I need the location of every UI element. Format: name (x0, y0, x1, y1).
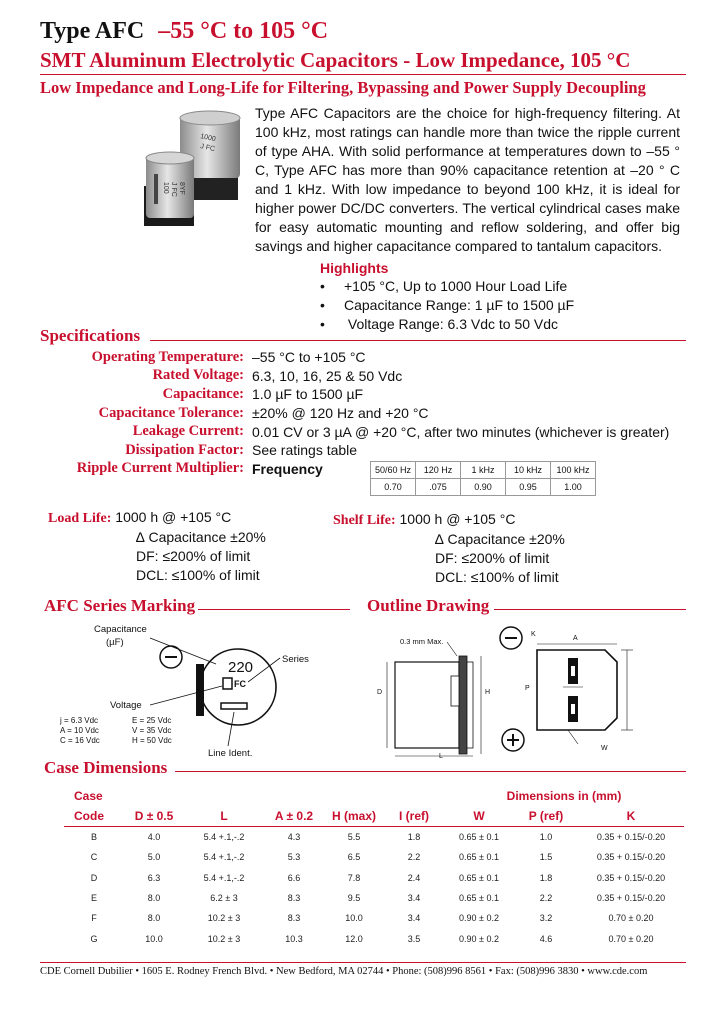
table-cell: 5.5 (347, 832, 361, 843)
spec-label: Ripple Current Multiplier: (76, 460, 244, 477)
case-dimensions-title: Case Dimensions (44, 758, 168, 777)
marking-divider (198, 609, 350, 610)
table-cell: F (91, 913, 97, 924)
column-header: L (184, 806, 264, 827)
spec-value: Frequency (252, 460, 323, 477)
table-row (64, 928, 684, 948)
table-cell: C (90, 852, 98, 863)
ripple-value: 1.00 (551, 479, 596, 496)
table-cell: 3.4 (407, 913, 421, 924)
table-cell: 1.8 (407, 832, 421, 843)
uf-label: (µF) (106, 637, 124, 648)
spec-value: 1.0 µF to 1500 µF (252, 386, 364, 403)
table-cell: 6.2 ± 3 (210, 893, 238, 904)
shelf-life-label: Shelf Life: (333, 513, 396, 528)
table-cell: 0.65 ± 0.1 (459, 832, 499, 843)
ripple-header: 50/60 Hz (371, 462, 416, 479)
outline-title: Outline Drawing (367, 596, 490, 615)
marking-value: 220 (228, 659, 254, 676)
table-cell: 4.0 (147, 832, 161, 843)
cap1-marking-2: J FC (199, 143, 216, 154)
column-header: I (ref) (384, 806, 444, 827)
table-cell: 2.2 (407, 852, 421, 863)
spec-value: –55 °C to +105 °C (252, 349, 366, 366)
outline-drawing (365, 622, 695, 762)
cap2-marking-2: J FC (170, 182, 177, 197)
spec-value: 6.3, 10, 16, 25 & 50 Vdc (252, 367, 403, 384)
highlights-title: Highlights (320, 260, 389, 276)
dim-d-label: D (377, 689, 383, 696)
load-life-line4: DCL: ≤100% of limit (136, 567, 260, 583)
dim-p-label: P (525, 685, 530, 692)
table-cell: 2.4 (407, 872, 421, 883)
specifications-list (40, 348, 700, 478)
subtitle-divider (40, 74, 686, 75)
table-cell: 0.65 ± 0.1 (459, 852, 499, 863)
table-cell: 0.65 ± 0.1 (459, 872, 499, 883)
table-row (64, 827, 684, 848)
table-row (64, 868, 684, 888)
spec-label: Leakage Current: (132, 423, 244, 440)
table-cell: 1.5 (539, 852, 553, 863)
spec-label: Operating Temperature: (91, 348, 244, 365)
ripple-header: 120 Hz (416, 462, 461, 479)
table-cell: 9.5 (347, 893, 361, 904)
spec-row-operating-temperature (40, 348, 700, 367)
column-header: W (444, 806, 514, 827)
voltage-code: C = 16 Vdc (60, 736, 100, 745)
table-cell: 0.65 ± 0.1 (459, 893, 499, 904)
ripple-header: 1 kHz (461, 462, 506, 479)
dim-w-label: W (601, 745, 608, 752)
table-cell: 10.2 ± 3 (207, 933, 241, 944)
max-label: 0.3 mm Max. (400, 637, 444, 646)
table-cell: E (90, 893, 97, 904)
cap2-marking-3: 8YF (178, 182, 185, 195)
page-title (40, 18, 328, 45)
table-cell: 0.35 + 0.15/-0.20 (596, 852, 666, 863)
table-cell: 5.0 (147, 852, 161, 863)
case-dimensions-divider (175, 771, 686, 772)
highlight-item: • Voltage Range: 6.3 Vdc to 50 Vdc (318, 315, 574, 334)
spec-label: Dissipation Factor: (125, 441, 244, 458)
cap2-marking-1: 100 (162, 182, 169, 194)
table-cell: 0.70 ± 0.20 (608, 913, 654, 924)
column-header: K (578, 806, 684, 827)
table-cell: 8.0 (147, 913, 161, 924)
highlights-list (318, 277, 574, 334)
voltage-code: A = 10 Vdc (60, 726, 99, 735)
table-cell: 7.8 (347, 872, 361, 883)
footer-divider (40, 962, 686, 963)
table-cell: 5.4 +.1,-.2 (203, 872, 245, 883)
table-cell: 1.0 (539, 832, 553, 843)
load-life-line3: DF: ≤200% of limit (136, 548, 251, 564)
highlight-item: • Capacitance Range: 1 µF to 1500 µF (318, 296, 574, 315)
ripple-value: 0.70 (371, 479, 416, 496)
table-cell: 0.90 ± 0.2 (459, 913, 499, 924)
load-life-line2: ∆ Capacitance ±20% (136, 529, 266, 545)
spec-row-capacitance-tolerance (40, 404, 700, 423)
load-life-line1: 1000 h @ +105 °C (115, 509, 232, 525)
ripple-value: 0.95 (506, 479, 551, 496)
negative-stripe (196, 664, 204, 716)
ripple-header: 10 kHz (506, 462, 551, 479)
spec-value: See ratings table (252, 442, 358, 459)
shelf-life-line4: DCL: ≤100% of limit (435, 569, 559, 585)
table-cell: 4.3 (287, 832, 301, 843)
table-cell: 1.8 (539, 872, 553, 883)
table-cell: 0.90 ± 0.2 (459, 933, 499, 944)
column-header: P (ref) (514, 806, 578, 827)
spec-label: Capacitance: (162, 385, 244, 402)
table-cell: 0.35 + 0.15/-0.20 (596, 872, 666, 883)
table-cell: B (90, 832, 97, 843)
capacitance-label: Capacitance (94, 624, 147, 635)
specifications-title: Specifications (40, 326, 141, 345)
table-cell: 10.0 (345, 913, 363, 924)
table-cell: 10.2 ± 3 (207, 913, 241, 924)
table-cell: 6.6 (287, 872, 301, 883)
load-life-block (48, 508, 266, 585)
case-dimensions-table (64, 786, 684, 949)
spec-value: ±20% @ 120 Hz and +20 °C (252, 405, 429, 422)
spec-label: Rated Voltage: (152, 367, 244, 384)
dimensions-header: Dimensions in (mm) (506, 789, 622, 803)
series-label: Series (282, 654, 309, 665)
type-label: Type AFC (40, 18, 145, 44)
highlight-item: • +105 °C, Up to 1000 Hour Load Life (318, 277, 574, 296)
table-cell: 6.5 (347, 852, 361, 863)
temperature-range: –55 °C to 105 °C (158, 18, 329, 44)
outline-divider (494, 609, 686, 610)
voltage-code: V = 35 Vdc (132, 726, 172, 735)
shelf-life-line3: DF: ≤200% of limit (435, 550, 550, 566)
table-cell: 3.2 (539, 913, 553, 924)
line-ident-label: Line Ident. (208, 748, 253, 759)
dim-a-label: A (573, 635, 578, 642)
side-view-body (395, 662, 459, 748)
column-header: A ± 0.2 (264, 806, 324, 827)
cap1-marking-1: 1000 (199, 133, 217, 144)
intro-paragraph: Type AFC Capacitors are the choice for high-frequency filtering. At 100 kHz, most ratings can handle more than twice the ripple current of type AHA. With solid performance at temperatures down to –55 ° C, Type AFC has more than 90% capacitance retention at –20 ° C and 1 kHz. With low impedance to beyond 100 kHz, it is ideal for higher power DC/DC converters. The vertical cylindrical cases make for easy automatic mounting and reflow soldering, and offer big savings and higher capacitance compared to tantalum capacitors. (255, 105, 680, 254)
ripple-header: 100 kHz (551, 462, 596, 479)
load-life-label: Load Life: (48, 511, 112, 526)
dim-l-label: L (439, 753, 443, 760)
voltage-label: Voltage (110, 700, 142, 711)
spec-row-leakage-current (40, 422, 700, 441)
table-row (64, 847, 684, 867)
page-subtitle: SMT Aluminum Electrolytic Capacitors - Low Impedance, 105 °C (40, 48, 631, 72)
ripple-value: 0.90 (461, 479, 506, 496)
table-cell: 2.2 (539, 893, 553, 904)
dim-h-label: H (485, 689, 491, 696)
table-cell: 4.6 (539, 933, 553, 944)
column-header: D ± 0.5 (124, 806, 184, 827)
voltage-code: j = 6.3 Vdc (60, 716, 99, 725)
specifications-divider (150, 340, 686, 341)
table-cell: 0.35 + 0.15/-0.20 (596, 893, 666, 904)
footer: CDE Cornell Dubilier • 1605 E. Rodney French Blvd. • New Bedford, MA 02744 • Phone: (508)996 8561 • Fax: (508)996 3830 • www.cde.com (40, 966, 648, 977)
table-cell: 3.4 (407, 893, 421, 904)
case-header: Case (74, 789, 103, 803)
table-row (64, 908, 684, 928)
ripple-value: .075 (416, 479, 461, 496)
shelf-life-line1: 1000 h @ +105 °C (399, 511, 516, 527)
spec-row-dissipation-factor (40, 441, 700, 460)
tagline: Low Impedance and Long-Life for Filtering, Bypassing and Power Supply Decoupling (40, 78, 646, 97)
case-dimensions-body (64, 827, 684, 949)
table-cell: 8.3 (287, 913, 301, 924)
shelf-life-block (333, 510, 565, 587)
table-cell: 12.0 (345, 933, 363, 944)
spec-row-capacitance (40, 385, 700, 404)
table-cell: 5.3 (287, 852, 301, 863)
line-ident-mark (221, 703, 247, 709)
table-cell: 5.4 +.1,-.2 (203, 852, 245, 863)
series-marking-diagram (58, 620, 348, 760)
table-cell: 0.35 + 0.15/-0.20 (596, 832, 666, 843)
table-cell: 8.0 (147, 893, 161, 904)
table-row (64, 888, 684, 908)
table-cell: D (90, 872, 98, 883)
table-cell: 10.0 (145, 933, 163, 944)
spec-row-rated-voltage (40, 367, 700, 386)
shelf-life-line2: ∆ Capacitance ±20% (435, 531, 565, 547)
voltage-code: H = 50 Vdc (132, 736, 172, 745)
ripple-multiplier-table (370, 461, 596, 496)
table-cell: G (90, 933, 98, 944)
capacitor-product-image (142, 110, 250, 230)
table-cell: 10.3 (285, 933, 303, 944)
dim-k-label: K (531, 631, 536, 638)
spec-label: Capacitance Tolerance: (98, 404, 244, 421)
marking-code: FC (234, 679, 246, 689)
column-header: Code (64, 806, 124, 827)
column-header: H (max) (324, 806, 384, 827)
table-cell: 3.5 (407, 933, 421, 944)
table-cell: 5.4 +.1,-.2 (203, 832, 245, 843)
spec-value: 0.01 CV or 3 µA @ +20 °C, after two minutes (whichever is greater) (252, 423, 670, 440)
marking-title: AFC Series Marking (44, 596, 196, 615)
table-cell: 8.3 (287, 893, 301, 904)
voltage-code: E = 25 Vdc (132, 716, 172, 725)
table-cell: 0.70 ± 0.20 (608, 933, 654, 944)
table-cell: 6.3 (147, 872, 161, 883)
